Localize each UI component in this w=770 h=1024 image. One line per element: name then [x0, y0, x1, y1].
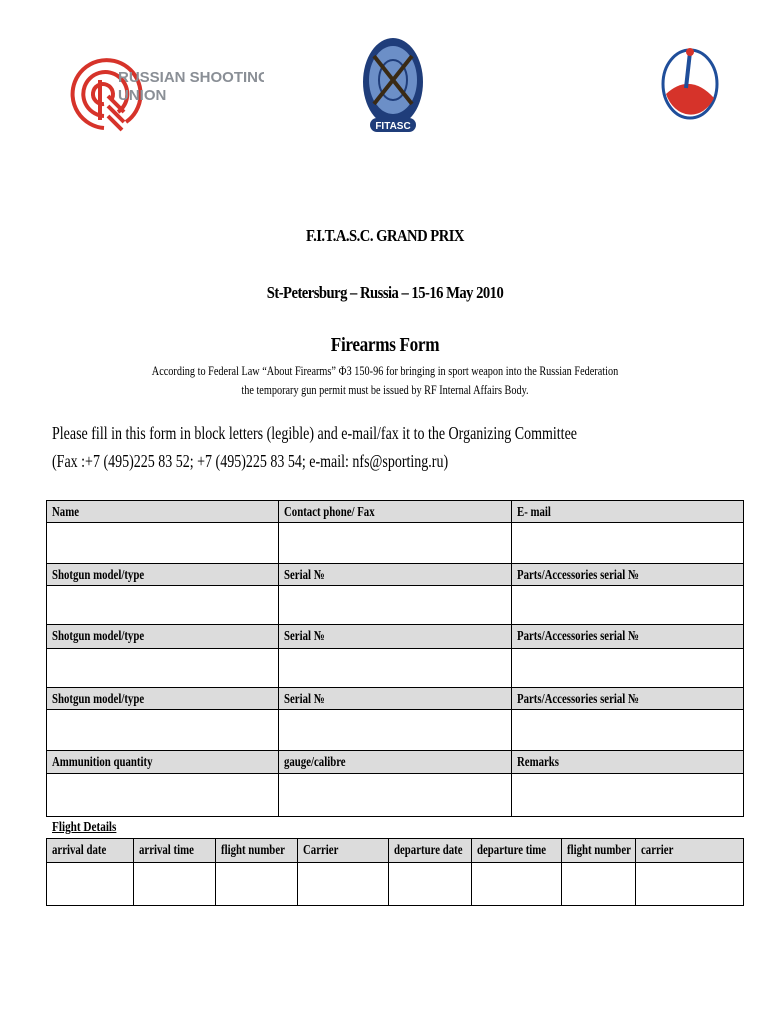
arrival-carrier-field[interactable]	[298, 863, 389, 905]
departure-flight-number-header: flight number	[567, 842, 631, 857]
fitasc-emblem-text: FITASC	[375, 121, 411, 132]
shooting-federation-logo	[660, 42, 720, 122]
table-header-row	[512, 564, 743, 586]
flight-details-heading: Flight Details	[52, 820, 117, 835]
table-header-row	[47, 501, 279, 523]
rsu-logo-text-2: UNION	[118, 87, 167, 104]
instructions-line-1: Please fill in this form in block letters (legible) and e-mail/fax it to the Organizing Committee	[52, 423, 577, 443]
shotgun-model-label: Shotgun model/type	[52, 567, 145, 582]
arrival-carrier-header: Carrier	[303, 842, 339, 857]
arrival-time-header: arrival time	[139, 842, 194, 857]
flight-column-header	[562, 839, 636, 863]
ammunition-quantity-label: Ammunition quantity	[52, 754, 153, 769]
table-header-row	[512, 688, 743, 710]
serial-field-1[interactable]	[279, 586, 512, 625]
instructions-line-2: (Fax :+7 (495)225 83 52; +7 (495)225 83 54; e-mail: nfs@sporting.ru)	[52, 451, 449, 471]
departure-flight-number-field[interactable]	[562, 863, 636, 905]
table-header-row	[279, 625, 512, 649]
departure-carrier-field[interactable]	[636, 863, 743, 905]
name-label: Name	[52, 504, 79, 519]
departure-carrier-header: carrier	[641, 842, 674, 857]
contact-phone-label: Contact phone/ Fax	[284, 504, 375, 519]
serial-label: Serial №	[284, 628, 325, 643]
table-header-row	[512, 625, 743, 649]
arrival-date-field[interactable]	[47, 863, 134, 905]
name-field[interactable]	[47, 523, 279, 564]
gauge-calibre-field[interactable]	[279, 774, 512, 816]
arrival-date-header: arrival date	[52, 842, 107, 857]
russian-shooting-union-logo	[64, 50, 264, 140]
arrival-flight-number-field[interactable]	[216, 863, 298, 905]
ammunition-quantity-field[interactable]	[47, 774, 279, 816]
shotgun-model-label: Shotgun model/type	[52, 628, 145, 643]
departure-time-header: departure time	[477, 842, 547, 857]
event-title: F.I.T.A.S.C. GRAND PRIX	[306, 226, 464, 245]
gauge-calibre-label: gauge/calibre	[284, 754, 346, 769]
flight-details-table	[46, 838, 744, 906]
table-header-row	[279, 564, 512, 586]
email-label: E- mail	[517, 504, 551, 519]
parts-serial-field-2[interactable]	[512, 649, 743, 688]
shotgun-model-field-2[interactable]	[47, 649, 279, 688]
table-header-row	[279, 688, 512, 710]
parts-serial-label: Parts/Accessories serial №	[517, 567, 639, 582]
event-subtitle: St-Petersburg – Russia – 15-16 May 2010	[266, 283, 504, 302]
form-title: Firearms Form	[330, 334, 440, 356]
table-header-row	[512, 501, 743, 523]
flight-column-header	[298, 839, 389, 863]
table-header-row	[279, 501, 512, 523]
flight-column-header	[636, 839, 743, 863]
departure-date-header: departure date	[394, 842, 463, 857]
departure-time-field[interactable]	[472, 863, 562, 905]
flight-column-header	[216, 839, 298, 863]
parts-serial-field-3[interactable]	[512, 710, 743, 751]
serial-label: Serial №	[284, 567, 325, 582]
law-note-line-2: the temporary gun permit must be issued by RF Internal Affairs Body.	[241, 383, 529, 397]
table-header-row	[47, 625, 279, 649]
table-header-row	[47, 688, 279, 710]
contact-phone-field[interactable]	[279, 523, 512, 564]
serial-label: Serial №	[284, 691, 325, 706]
parts-serial-label: Parts/Accessories serial №	[517, 691, 639, 706]
table-header-row	[512, 751, 743, 774]
shotgun-model-field-1[interactable]	[47, 586, 279, 625]
remarks-field[interactable]	[512, 774, 743, 816]
email-field[interactable]	[512, 523, 743, 564]
table-header-row	[47, 564, 279, 586]
firearms-table	[46, 500, 744, 817]
parts-serial-label: Parts/Accessories serial №	[517, 628, 639, 643]
arrival-time-field[interactable]	[134, 863, 216, 905]
shotgun-model-label: Shotgun model/type	[52, 691, 145, 706]
departure-date-field[interactable]	[389, 863, 472, 905]
law-note-line-1: According to Federal Law “About Firearms” ФЗ 150-96 for bringing in sport weapon into the Russian Federation	[151, 364, 619, 378]
flight-column-header	[472, 839, 562, 863]
flight-column-header	[134, 839, 216, 863]
flight-column-header	[47, 839, 134, 863]
table-header-row	[279, 751, 512, 774]
arrival-flight-number-header: flight number	[221, 842, 285, 857]
shotgun-model-field-3[interactable]	[47, 710, 279, 751]
serial-field-2[interactable]	[279, 649, 512, 688]
flight-column-header	[389, 839, 472, 863]
table-header-row	[47, 751, 279, 774]
parts-serial-field-1[interactable]	[512, 586, 743, 625]
serial-field-3[interactable]	[279, 710, 512, 751]
fitasc-emblem	[360, 34, 426, 140]
rsu-logo-text-1: RUSSIAN SHOOTING	[118, 69, 264, 86]
remarks-label: Remarks	[517, 754, 559, 769]
